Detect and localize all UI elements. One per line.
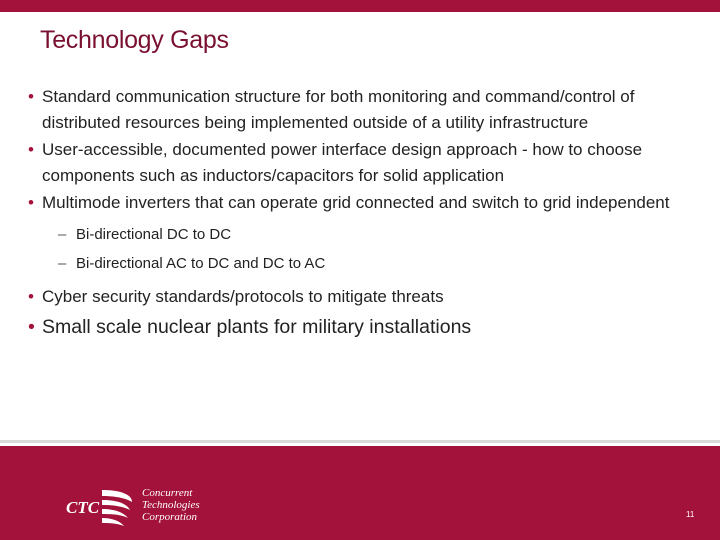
bullet-marker: • bbox=[28, 316, 35, 338]
page-number: 11 bbox=[686, 510, 695, 519]
logo-abbreviation: CTC bbox=[66, 498, 100, 517]
sub-bullet-marker: – bbox=[58, 226, 67, 243]
sub-bullet-marker: – bbox=[58, 255, 67, 272]
logo-line: Corporation bbox=[142, 511, 198, 523]
sub-bullet-text: Bi-directional DC to DC bbox=[76, 226, 232, 243]
bullet-list bbox=[28, 84, 698, 342]
bullet-marker: • bbox=[28, 140, 34, 159]
bullet-item bbox=[28, 190, 698, 216]
bullet-text: Multimode inverters that can operate grid connected and switch to grid independent bbox=[42, 193, 670, 212]
bullet-marker: • bbox=[28, 287, 34, 306]
slide-title: Technology Gaps bbox=[40, 26, 229, 54]
bullet-text: Cyber security standards/protocols to mitigate threats bbox=[42, 287, 444, 306]
bullet-item bbox=[28, 284, 698, 310]
sub-bullet-item bbox=[28, 220, 698, 249]
logo-line: Concurrent bbox=[142, 487, 193, 499]
bullet-text: Standard communication structure for both monitoring and command/control of distributed resources being implemented outside of a utility infrastructure bbox=[42, 87, 635, 132]
logo-line: Technologies bbox=[142, 499, 200, 511]
bullet-item bbox=[28, 313, 698, 341]
company-logo bbox=[62, 486, 242, 528]
logo-wordmark bbox=[142, 487, 200, 523]
bullet-text: User-accessible, documented power interface design approach - how to choose components such as inductors/capacitors for solid application bbox=[42, 140, 643, 185]
footer-divider bbox=[0, 440, 720, 443]
top-accent-bar bbox=[0, 0, 720, 12]
bullet-marker: • bbox=[28, 193, 34, 212]
sub-bullet-text: Bi-directional AC to DC and DC to AC bbox=[76, 255, 326, 272]
ctc-logo-mark-icon bbox=[62, 486, 142, 528]
bullet-item bbox=[28, 84, 698, 136]
bullet-text: Small scale nuclear plants for military installations bbox=[42, 316, 472, 338]
sub-bullet-item bbox=[28, 249, 698, 278]
sub-bullet-list bbox=[28, 220, 698, 278]
bullet-marker: • bbox=[28, 87, 34, 106]
bullet-item bbox=[28, 137, 698, 189]
